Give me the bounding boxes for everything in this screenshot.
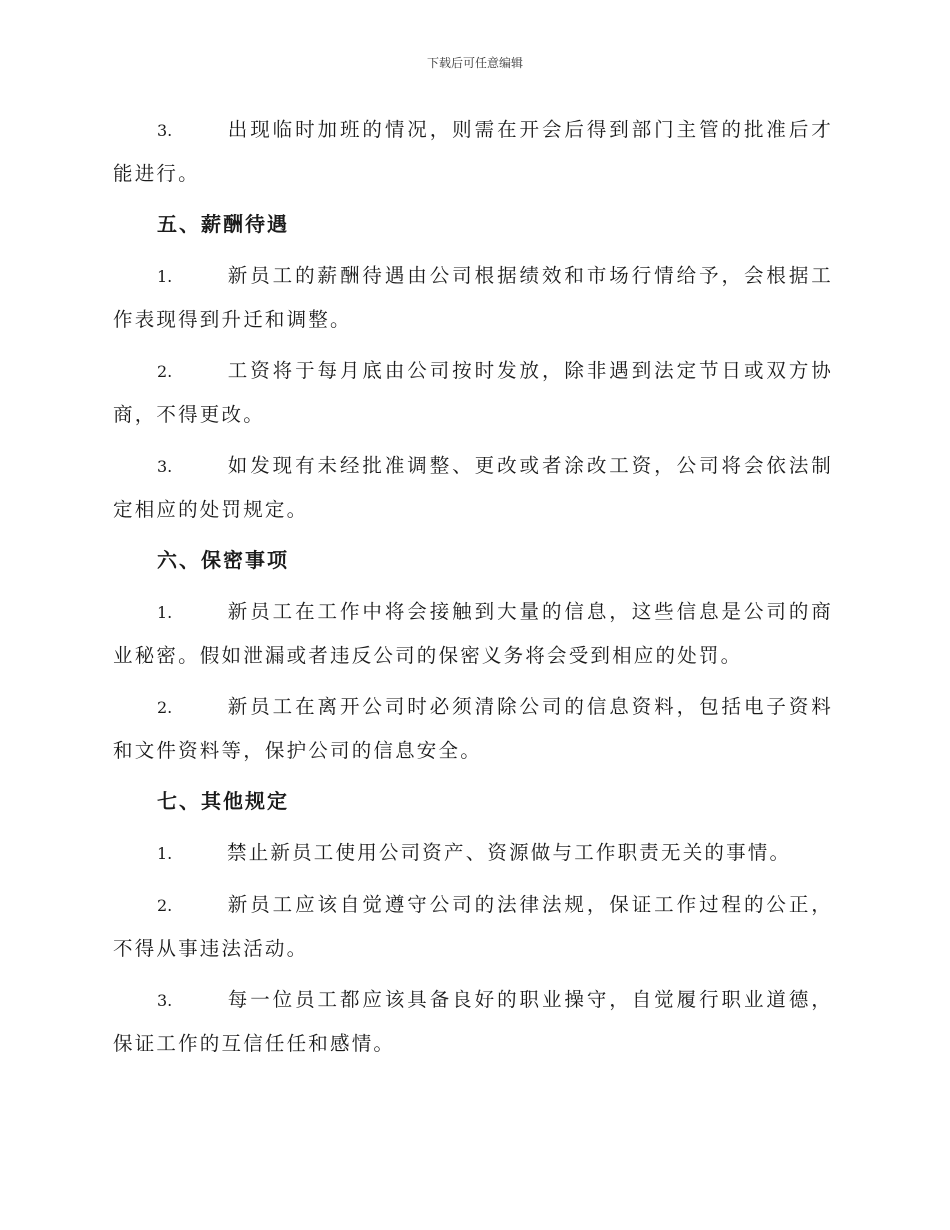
list-item [113, 108, 833, 195]
list-item-number: 1. [157, 267, 173, 286]
list-item-number: 3. [157, 121, 173, 140]
list-item-number: 3. [157, 991, 173, 1010]
list-item [113, 978, 833, 1065]
section-heading: 六、保密事项 [157, 548, 289, 572]
list-item-text: 如发现有未经批准调整、更改或者涂改工资，公司将会依法制定相应的处罚规定。 [113, 454, 833, 521]
list-item [113, 349, 833, 436]
list-item-number: 1. [157, 844, 173, 863]
list-item-text: 新员工的薪酬待遇由公司根据绩效和市场行情给予，会根据工作表现得到升迁和调整。 [113, 264, 833, 331]
list-item-text: 出现临时加班的情况，则需在开会后得到部门主管的批准后才能进行。 [113, 118, 833, 185]
list-item-text: 工资将于每月底由公司按时发放，除非遇到法定节日或双方协商，不得更改。 [113, 359, 833, 426]
header-note: 下载后可任意编辑 [426, 56, 523, 70]
list-item-number: 2. [157, 362, 173, 381]
document-body [113, 108, 833, 1073]
list-item-text: 新员工在工作中将会接触到大量的信息，这些信息是公司的商业秘密。假如泄漏或者违反公司的保密义务将会受到相应的处罚。 [113, 600, 833, 667]
section-heading: 五、薪酬待遇 [157, 212, 289, 236]
list-item [113, 883, 833, 970]
list-item-text: 新员工在离开公司时必须清除公司的信息资料，包括电子资料和文件资料等，保护公司的信息安全。 [113, 695, 833, 762]
list-item [113, 444, 833, 531]
list-item-number: 2. [157, 896, 173, 915]
list-item-text: 禁止新员工使用公司资产、资源做与工作职责无关的事情。 [227, 841, 792, 864]
section-heading: 七、其他规定 [157, 789, 289, 813]
list-item-text: 新员工应该自觉遵守公司的法律法规，保证工作过程的公正，不得从事违法活动。 [113, 893, 833, 960]
list-item-number: 3. [157, 457, 173, 476]
list-item [113, 685, 833, 772]
list-item-number: 2. [157, 698, 173, 717]
list-item-number: 1. [157, 603, 173, 622]
list-item-text: 每一位员工都应该具备良好的职业操守，自觉履行职业道德，保证工作的互信任任和感情。 [113, 988, 833, 1055]
list-item [113, 590, 833, 677]
list-item [113, 254, 833, 341]
list-item [113, 831, 833, 875]
